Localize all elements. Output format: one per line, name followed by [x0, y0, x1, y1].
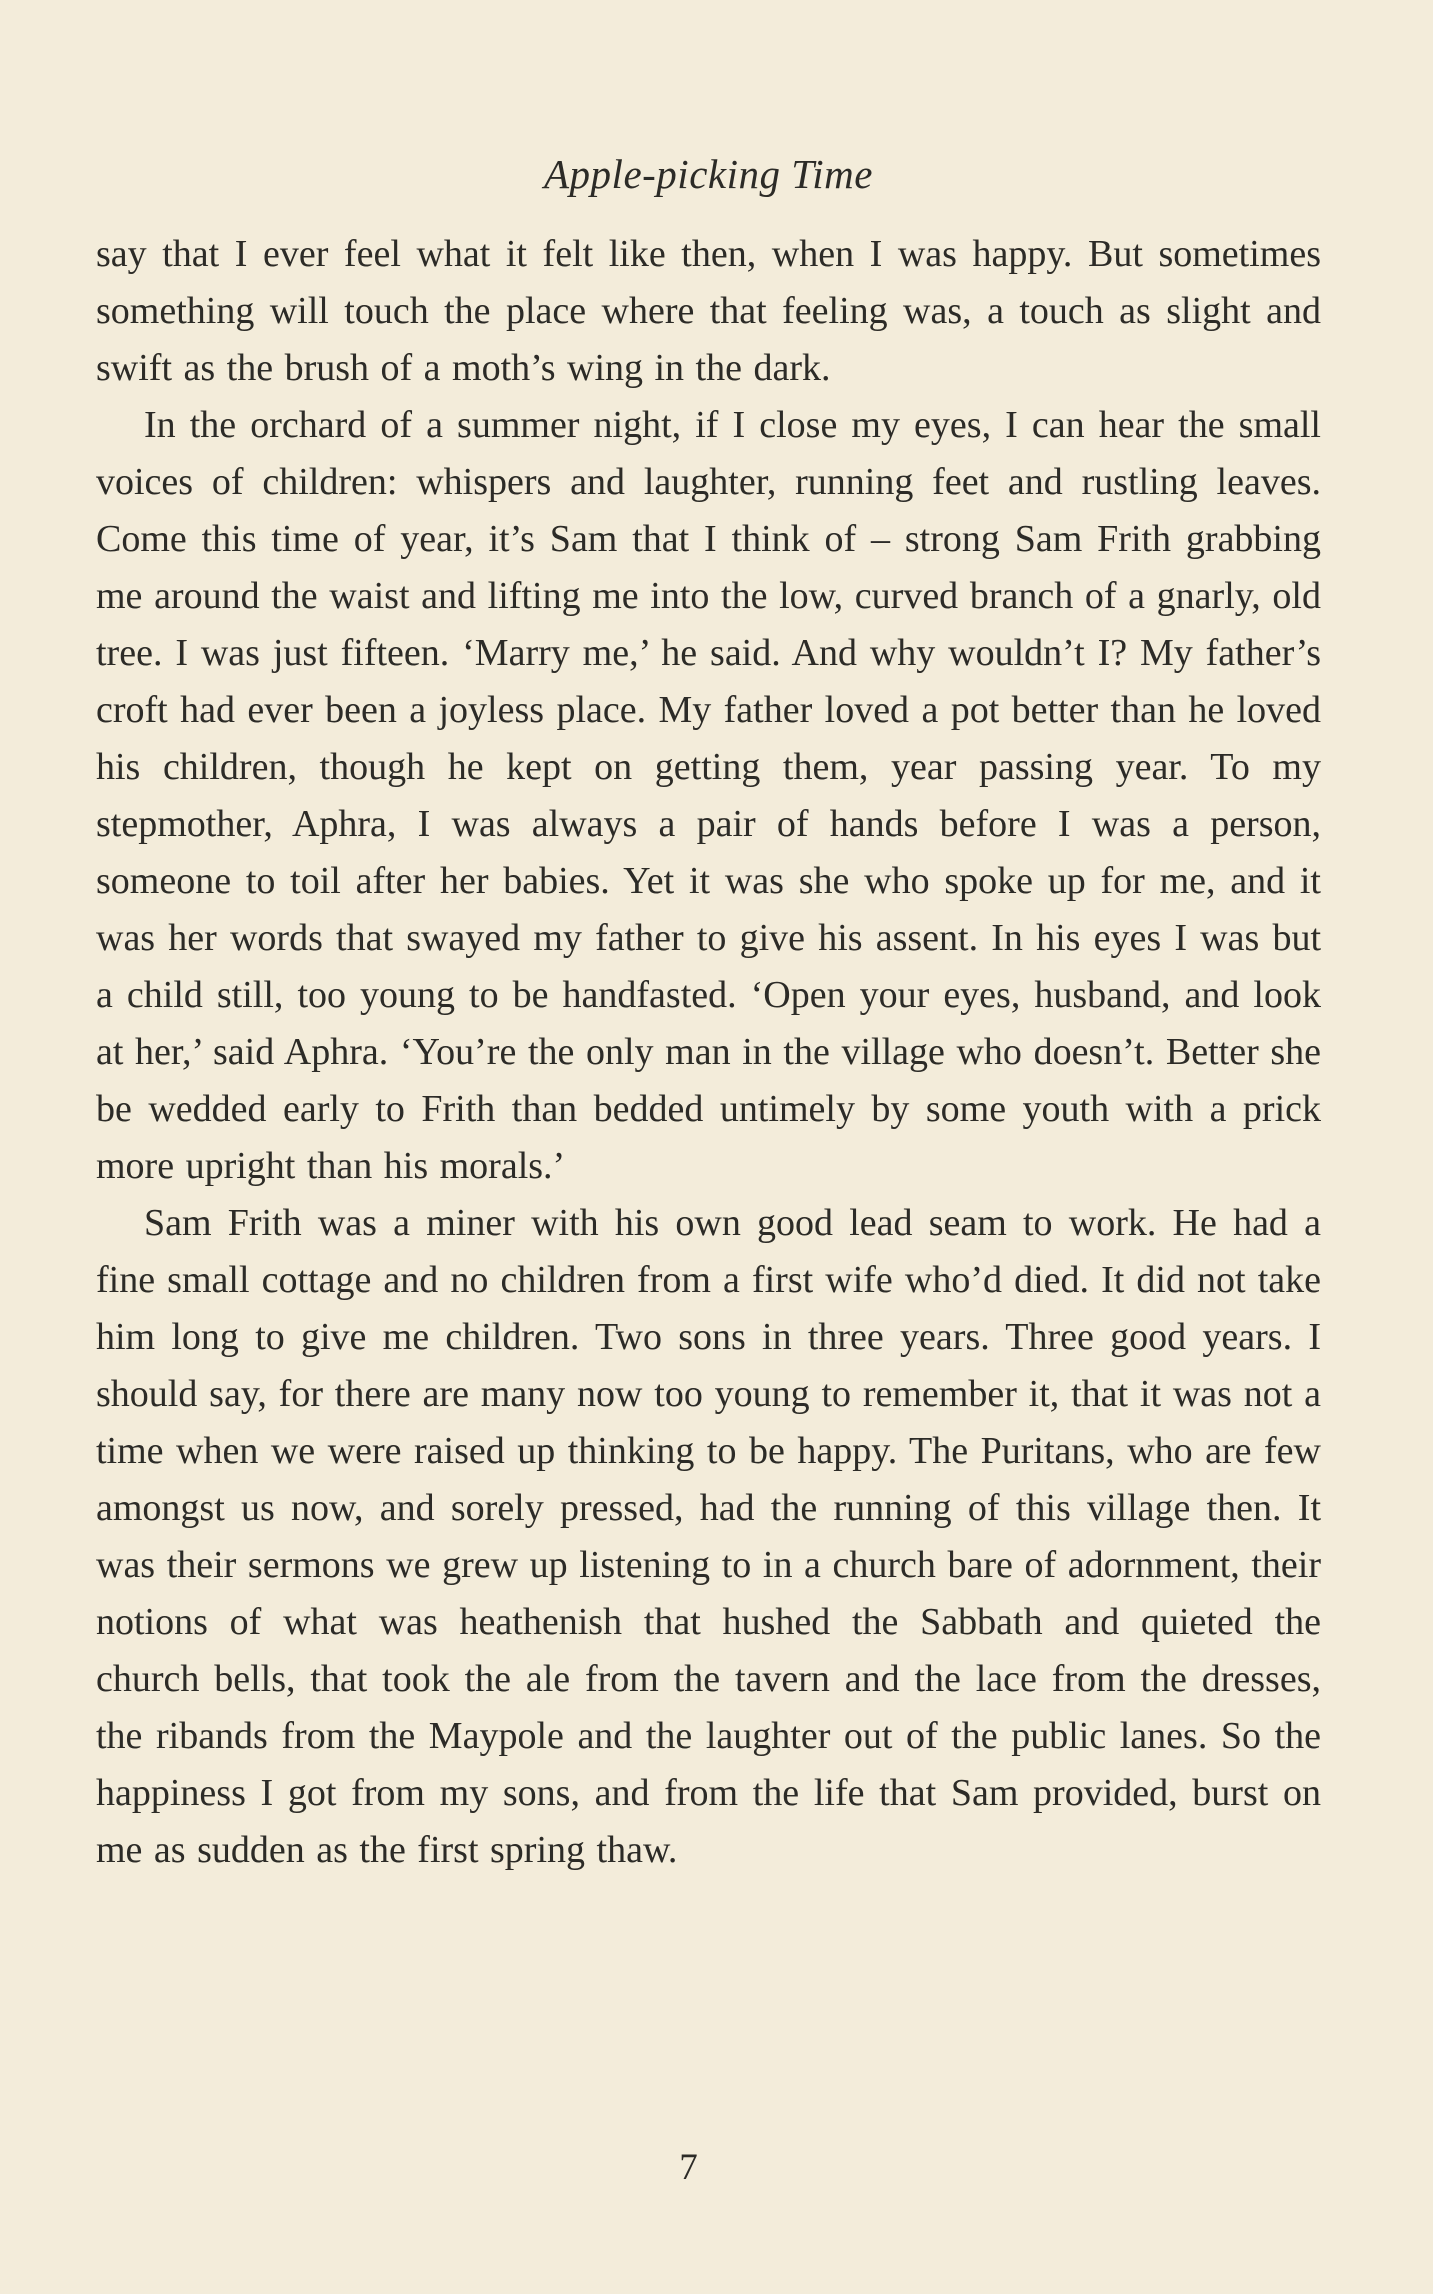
page-body — [96, 226, 1321, 1879]
chapter-title: Apple-picking Time — [544, 151, 873, 197]
running-header — [96, 150, 1321, 198]
paragraph-continuation: say that I ever feel what it felt like then, when I was happy. But sometimes something will touch the place where that feeling was, a touch as slight and swift as the brush of a moth’s wing in the dark. — [96, 233, 1321, 389]
paragraph: In the orchard of a summer night, if I close my eyes, I can hear the small voices of children: whispers and laughter, running feet and rustling leaves. Come this time of year, it’s Sam that I think of – strong Sam Frith grabbing me around the waist and lifting me into the low, curved branch of a gnarly, old tree. I was just fifteen. ‘Marry me,’ he said. And why wouldn’t I? My father’s croft had ever been a joyless place. My father loved a pot better than he loved his children, though he kept on getting them, year passing year. To my stepmother, Aphra, I was always a pair of hands before I was a person, someone to toil after her babies. Yet it was she who spoke up for me, and it was her words that swayed my father to give his assent. In his eyes I was but a child still, too young to be handfasted. ‘Open your eyes, husband, and look at her,’ said Aphra. ‘You’re the only man in the village who doesn’t. Better she be wedded early to Frith than bedded untimely by some youth with a prick more upright than his morals.’ — [96, 404, 1321, 1187]
page-number: 7 — [679, 2147, 698, 2188]
paragraph: Sam Frith was a miner with his own good lead seam to work. He had a fine small cottage and no children from a first wife who’d died. It did not take him long to give me children. Two sons in three years. Three good years. I should say, for there are many now too young to remember it, that it was not a time when we were raised up thinking to be happy. The Puritans, who are few amongst us now, and sorely pressed, had the running of this village then. It was their sermons we grew up listening to in a church bare of adornment, their notions of what was heathenish that hushed the Sabbath and quieted the church bells, that took the ale from the tavern and the lace from the dresses, the ribands from the Maypole and the laughter out of the public lanes. So the happiness I got from my sons, and from the life that Sam provided, burst on me as sudden as the first spring thaw. — [96, 1202, 1321, 1871]
